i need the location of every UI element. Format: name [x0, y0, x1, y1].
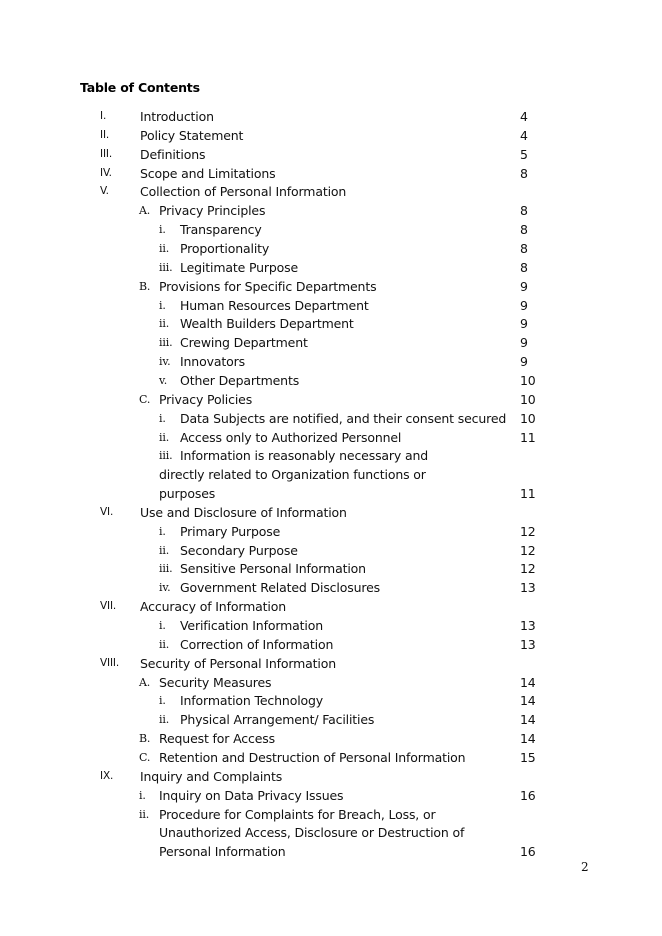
toc-entry-title: Use and Disclosure of Information [140, 504, 347, 520]
toc-entry-page: 12 [520, 523, 536, 539]
toc-entry-marker: iii. [159, 336, 173, 350]
toc-entry-marker: v. [159, 373, 168, 387]
toc-entry-title: Transparency [180, 222, 262, 238]
toc-entry-page: 11 [520, 486, 536, 501]
toc-entry-page: 9 [520, 335, 528, 351]
toc-entry-marker: ii. [159, 430, 170, 444]
toc-entry-title: Information Technology [180, 693, 324, 709]
toc-entry-marker: ii. [159, 242, 170, 255]
toc-entry-title: Unauthorized Access, Disclosure or Destruction of [159, 825, 465, 841]
toc-entry-page: 8 [520, 222, 528, 238]
toc-entry-title: Definitions [140, 146, 206, 162]
toc-entry [0, 823, 662, 842]
toc-entry-title: Security Measures [159, 674, 272, 690]
toc-entry [0, 126, 662, 145]
toc-entry-title: Introduction [140, 109, 214, 124]
toc-entry-title: Privacy Principles [159, 203, 266, 219]
toc-entry-title: Other Departments [180, 372, 300, 388]
toc-entry-page: 9 [520, 354, 528, 370]
toc-entry [0, 842, 662, 861]
toc-entry-page: 13 [520, 618, 536, 633]
toc-entry-title: Inquiry and Complaints [140, 768, 283, 784]
toc-entry-page: 4 [520, 109, 528, 124]
toc-entry-title: directly related to Organization functions or [159, 467, 426, 483]
toc-entry-page: 8 [520, 241, 528, 256]
toc-entry-title: Inquiry on Data Privacy Issues [159, 787, 344, 803]
toc-entry-page: 4 [520, 127, 528, 143]
toc-entry-title: Retention and Destruction of Personal Information [159, 749, 466, 765]
toc-entry-title: Personal Information [159, 844, 286, 860]
toc-entry-title: Primary Purpose [180, 523, 281, 539]
toc-entry-title: Information is reasonably necessary and [180, 448, 429, 464]
toc-entry-marker: VI. [100, 505, 114, 518]
toc-entry-page: 14 [520, 731, 536, 747]
toc-entry [0, 710, 662, 729]
toc-entry-page: 9 [520, 297, 528, 313]
toc-entry-title: Crewing Department [180, 335, 308, 351]
toc-entry-page: 10 [520, 372, 536, 388]
toc-entry-page: 16 [520, 844, 536, 860]
toc-entry-title: Data Subjects are notified, and their consent secured [180, 410, 507, 426]
toc-entry-title: Legitimate Purpose [180, 259, 299, 275]
toc-entry [0, 786, 662, 805]
toc-entry-title: Privacy Policies [159, 391, 253, 407]
toc-entry-page: 10 [520, 391, 536, 407]
toc-entry-marker: ii. [159, 637, 170, 651]
toc-entry-marker: ii. [159, 713, 170, 727]
toc-title: Table of Contents [80, 80, 200, 95]
toc-entry [0, 503, 662, 522]
toc-entry-page: 13 [520, 580, 536, 596]
toc-entry-page: 16 [520, 787, 536, 803]
toc-entry [0, 484, 662, 503]
toc-entry [0, 805, 662, 824]
toc-entry-page: 12 [520, 561, 536, 577]
toc-entry-page: 15 [520, 749, 536, 765]
toc-entry [0, 541, 662, 560]
toc-entry-marker: i. [159, 411, 166, 425]
toc-entry-page: 5 [520, 146, 528, 162]
toc-entry-title: Request for Access [159, 731, 276, 747]
toc-entry-marker: VIII. [100, 656, 120, 669]
toc-entry [0, 239, 662, 258]
toc-entry-marker: IV. [100, 166, 112, 179]
toc-entry [0, 371, 662, 390]
toc-entry-title: Procedure for Complaints for Breach, Loss, or [159, 806, 436, 822]
toc-entry-title: Collection of Personal Information [140, 184, 347, 200]
toc-entry [0, 107, 662, 126]
toc-entry [0, 409, 662, 428]
toc-entry-marker: IX. [100, 769, 114, 782]
toc-entry [0, 201, 662, 220]
toc-entry-page: 14 [520, 712, 536, 728]
toc-entry-marker: I. [100, 110, 107, 122]
toc-entry-title: Correction of Information [180, 636, 334, 652]
toc-entry [0, 578, 662, 597]
toc-entry-marker: i. [159, 223, 166, 237]
toc-entry-marker: II. [100, 128, 110, 141]
toc-entry-title: Scope and Limitations [140, 165, 276, 181]
toc-entry [0, 333, 662, 352]
toc-entry-page: 8 [520, 165, 528, 181]
toc-entry [0, 729, 662, 748]
toc-entry-title: Provisions for Specific Departments [159, 278, 377, 294]
toc-entry-title: Sensitive Personal Information [180, 561, 366, 577]
toc-entry [0, 220, 662, 239]
toc-entry-marker: iii. [159, 449, 173, 463]
toc-entry [0, 616, 662, 635]
toc-entry [0, 635, 662, 654]
toc-entry-title: Secondary Purpose [180, 542, 298, 558]
toc-entry-marker: iii. [159, 562, 173, 576]
toc-entry-title: Verification Information [180, 618, 323, 633]
toc-entry-marker: i. [159, 619, 166, 632]
page-number: 2 [581, 860, 589, 874]
toc-entry-title: Policy Statement [140, 127, 244, 143]
toc-entry-marker: A. [139, 675, 151, 689]
toc-entry [0, 691, 662, 710]
toc-entry [0, 597, 662, 616]
toc-entry [0, 145, 662, 164]
toc-entry-marker: iii. [159, 260, 173, 274]
toc-entry [0, 748, 662, 767]
toc-entry-marker: iv. [159, 581, 171, 595]
toc-entry-marker: VII. [100, 600, 117, 613]
toc-entry-title: Security of Personal Information [140, 655, 336, 671]
toc-entry-marker: A. [139, 204, 151, 218]
toc-entry [0, 673, 662, 692]
toc-entry [0, 258, 662, 277]
toc-entry-marker: i. [159, 298, 166, 312]
toc-entry [0, 767, 662, 786]
toc-entry [0, 465, 662, 484]
toc-entry [0, 522, 662, 541]
toc-entry-marker: iv. [159, 355, 171, 369]
toc-entry-title: Proportionality [180, 241, 270, 256]
toc-entry-title: Government Related Disclosures [180, 580, 380, 596]
toc-entry-title: purposes [159, 486, 216, 501]
toc-entry-page: 12 [520, 542, 536, 558]
toc-entry [0, 164, 662, 183]
toc-entry-page: 8 [520, 203, 528, 219]
toc-entry-marker: C. [139, 750, 151, 764]
toc-entry-marker: C. [139, 392, 151, 406]
toc-entry-page: 11 [520, 429, 536, 445]
toc-entry-marker: ii. [159, 543, 170, 557]
toc-entry [0, 182, 662, 201]
toc-entry-marker: ii. [159, 317, 170, 331]
toc-entry-marker: B. [139, 732, 151, 746]
toc-entry-title: Human Resources Department [180, 297, 369, 313]
toc-entry-title: Physical Arrangement/ Facilities [180, 712, 375, 728]
toc-entry-title: Accuracy of Information [140, 599, 286, 615]
toc-entry [0, 296, 662, 315]
toc-entry-title: Innovators [180, 354, 245, 370]
toc-entry-marker: i. [159, 524, 166, 538]
toc-entry-page: 9 [520, 316, 528, 332]
toc-entry-title: Access only to Authorized Personnel [180, 429, 402, 445]
toc-entry-title: Wealth Builders Department [180, 316, 354, 332]
toc-entry [0, 559, 662, 578]
toc-entry [0, 314, 662, 333]
toc-entry-marker: III. [100, 147, 113, 160]
toc-entry [0, 390, 662, 409]
toc-entry-page: 14 [520, 674, 536, 690]
toc-entry [0, 446, 662, 465]
toc-entry [0, 428, 662, 447]
toc-entry-marker: ii. [139, 807, 150, 821]
toc-entry-page: 8 [520, 259, 528, 275]
toc-entry [0, 352, 662, 371]
toc-entry [0, 277, 662, 296]
toc-entry-page: 9 [520, 278, 528, 294]
toc-entry-page: 13 [520, 636, 536, 652]
toc-entry [0, 654, 662, 673]
toc-entry-marker: B. [139, 279, 151, 293]
toc-entry-marker: i. [159, 694, 166, 708]
toc-entry-page: 10 [520, 410, 536, 426]
toc-entry-marker: i. [139, 788, 146, 802]
toc-entry-page: 14 [520, 693, 536, 709]
toc-entry-marker: V. [100, 185, 109, 198]
